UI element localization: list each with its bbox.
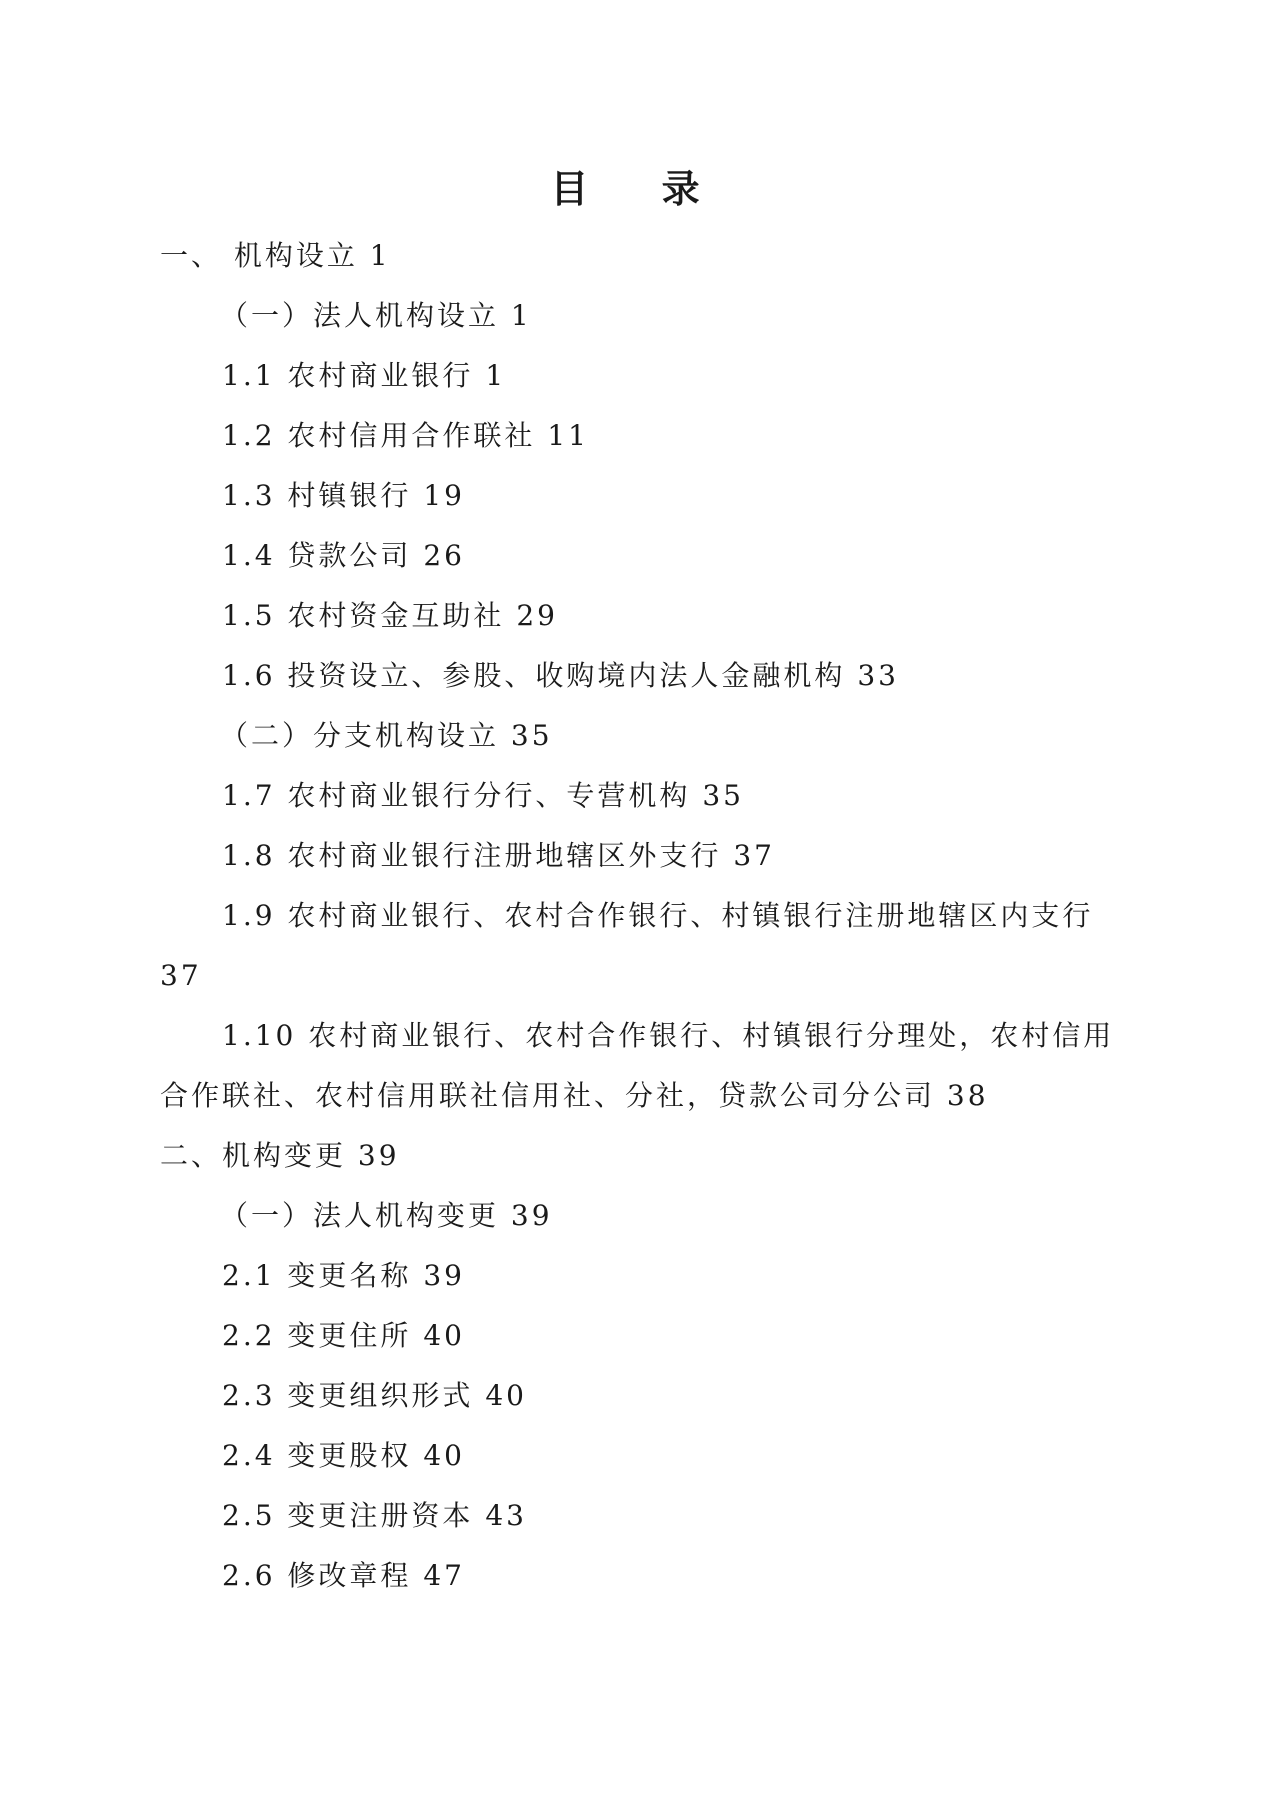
toc-entry-subsection-1-1: （一）法人机构设立 1 <box>220 299 532 332</box>
toc-entry-section-1: 一、 机构设立 1 <box>160 239 391 272</box>
toc-entry-1-9-page: 37 <box>160 959 202 992</box>
toc-entry-subsection-1-2: （二）分支机构设立 35 <box>220 719 553 752</box>
toc-entry-2-3: 2.3 变更组织形式 40 <box>222 1379 527 1412</box>
toc-entry-2-1: 2.1 变更名称 39 <box>222 1259 465 1292</box>
toc-entry-1-5: 1.5 农村资金互助社 29 <box>222 599 558 632</box>
toc-entry-2-2: 2.2 变更住所 40 <box>222 1319 465 1352</box>
toc-title: 目 录 <box>550 167 730 211</box>
toc-entry-1-10: 1.10 农村商业银行、农村合作银行、村镇银行分理处，农村信用 <box>222 1019 1115 1052</box>
toc-entry-1-2: 1.2 农村信用合作联社 11 <box>222 419 589 452</box>
toc-entry-1-8: 1.8 农村商业银行注册地辖区外支行 37 <box>222 839 775 872</box>
toc-entry-2-5: 2.5 变更注册资本 43 <box>222 1499 527 1532</box>
toc-entry-2-6: 2.6 修改章程 47 <box>222 1559 465 1592</box>
toc-entry-1-10-cont: 合作联社、农村信用联社信用社、分社，贷款公司分公司 38 <box>160 1079 989 1112</box>
toc-entry-1-1: 1.1 农村商业银行 1 <box>222 359 507 392</box>
toc-entry-subsection-2-1: （一）法人机构变更 39 <box>220 1199 553 1232</box>
toc-entry-1-4: 1.4 贷款公司 26 <box>222 539 465 572</box>
toc-entry-2-4: 2.4 变更股权 40 <box>222 1439 465 1472</box>
toc-entry-1-9: 1.9 农村商业银行、农村合作银行、村镇银行注册地辖区内支行 <box>222 899 1094 932</box>
toc-entry-1-7: 1.7 农村商业银行分行、专营机构 35 <box>222 779 744 812</box>
toc-entry-1-3: 1.3 村镇银行 19 <box>222 479 465 512</box>
toc-entry-section-2: 二、机构变更 39 <box>160 1139 400 1172</box>
toc-entry-1-6: 1.6 投资设立、参股、收购境内法人金融机构 33 <box>222 659 899 692</box>
